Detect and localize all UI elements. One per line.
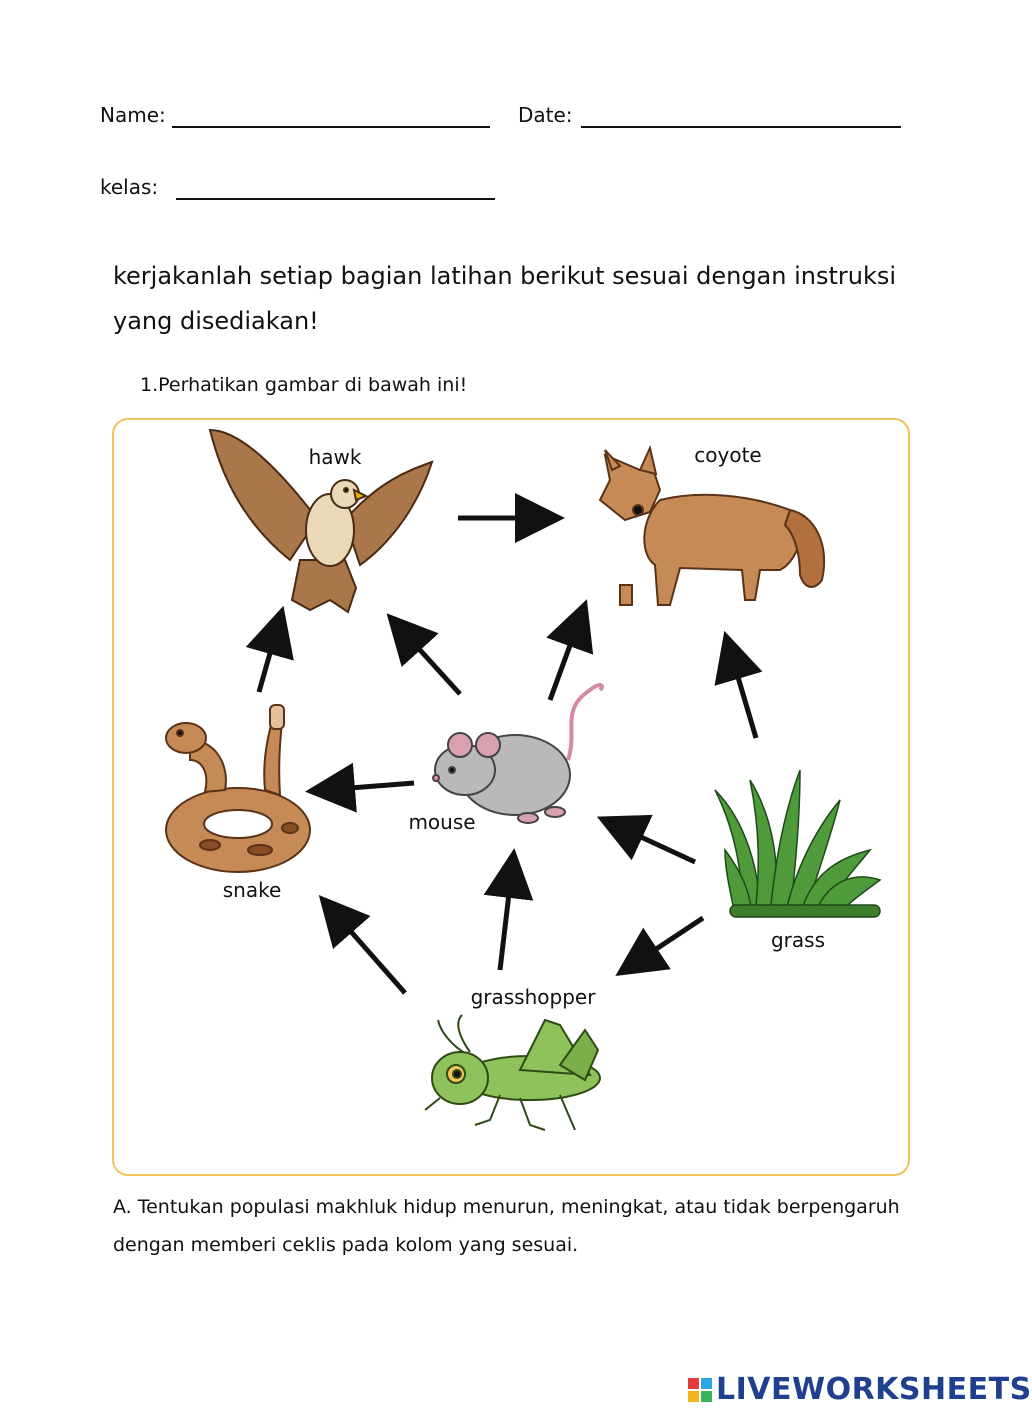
label-coyote: coyote bbox=[694, 443, 762, 467]
label-grasshopper: grasshopper bbox=[470, 985, 596, 1009]
brand-icon bbox=[688, 1378, 712, 1402]
kelas-label: kelas: bbox=[100, 175, 159, 199]
name-label: Name: bbox=[100, 103, 166, 127]
arrow-mouse-to-hawk bbox=[400, 628, 460, 694]
brand-name: LIVEWORKSHEETS bbox=[716, 1372, 1032, 1407]
arrow-grasshopper-to-snake bbox=[332, 910, 405, 993]
grass-illustration bbox=[715, 770, 880, 917]
question-1: 1.Perhatikan gambar di bawah ini! bbox=[140, 374, 468, 396]
instruction-line-2: yang disediakan! bbox=[113, 307, 319, 335]
arrow-snake-to-hawk bbox=[259, 625, 278, 692]
arrow-grass-to-mouse bbox=[615, 825, 695, 862]
mouse-illustration bbox=[433, 685, 602, 823]
instruction-line-1: kerjakanlah setiap bagian latihan berikut sesuai dengan instruksi bbox=[113, 262, 897, 290]
arrow-grass-to-coyote bbox=[730, 650, 756, 738]
part-a-line-2: dengan memberi ceklis pada kolom yang sesuai. bbox=[113, 1234, 579, 1256]
label-grass: grass bbox=[770, 928, 825, 952]
label-hawk: hawk bbox=[308, 445, 362, 469]
brand-logo bbox=[688, 1372, 1032, 1407]
label-snake: snake bbox=[222, 878, 282, 902]
arrow-mouse-to-coyote bbox=[550, 618, 580, 700]
arrow-mouse-to-snake bbox=[325, 783, 414, 790]
label-mouse: mouse bbox=[408, 810, 476, 834]
date-label: Date: bbox=[518, 103, 573, 127]
part-a-line-1: A. Tentukan populasi makhluk hidup menurun, meningkat, atau tidak berpengaruh bbox=[113, 1196, 900, 1218]
snake-illustration bbox=[166, 705, 310, 872]
arrow-grasshopper-to-mouse bbox=[500, 868, 512, 970]
arrow-grass-to-grasshopper bbox=[632, 918, 703, 965]
coyote-illustration bbox=[600, 448, 824, 605]
grasshopper-illustration bbox=[425, 1015, 600, 1130]
